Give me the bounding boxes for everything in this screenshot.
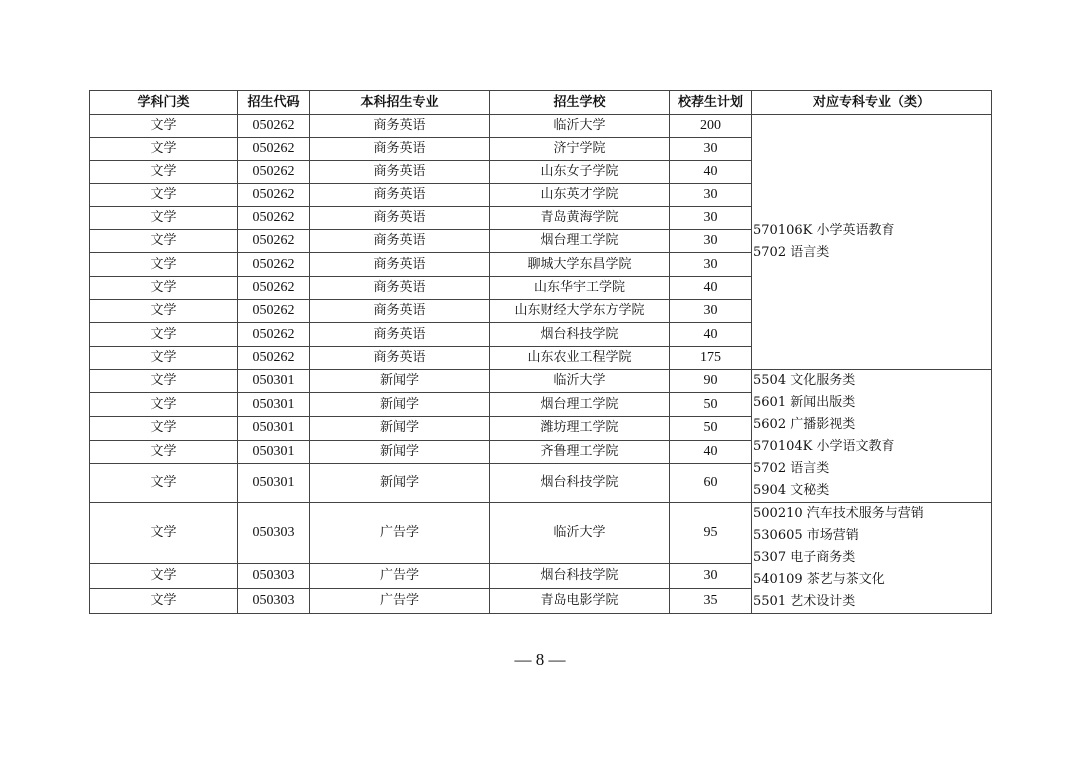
corresponding-major-item: 540109 茶艺与茶文化: [753, 572, 885, 587]
plan-cell: 30: [670, 230, 752, 253]
category-cell: 文学: [90, 138, 238, 161]
category-cell: 文学: [90, 440, 238, 463]
code-cell: 050303: [238, 588, 310, 613]
plan-cell: 50: [670, 417, 752, 440]
school-cell: 烟台科技学院: [490, 323, 670, 347]
category-cell: 文学: [90, 230, 238, 253]
corresponding-major-item: 570104K 小学语文教育: [753, 439, 895, 454]
category-cell: 文学: [90, 277, 238, 300]
plan-cell: 35: [670, 588, 752, 613]
corresponding-major-cell: [752, 115, 992, 370]
category-cell: 文学: [90, 323, 238, 347]
major-cell: 广告学: [310, 588, 490, 613]
header-corresponding-major: 对应专科专业（类）: [752, 91, 992, 115]
school-cell: 烟台科技学院: [490, 564, 670, 588]
school-cell: 山东华宇工学院: [490, 277, 670, 300]
major-cell: 新闻学: [310, 370, 490, 393]
code-cell: 050262: [238, 300, 310, 323]
corresponding-major-item: 5602 广播影视类: [753, 417, 856, 432]
code-cell: 050262: [238, 115, 310, 138]
corresponding-major-item: 530605 市场营销: [753, 528, 859, 543]
code-cell: 050262: [238, 161, 310, 184]
category-cell: 文学: [90, 161, 238, 184]
category-cell: 文学: [90, 300, 238, 323]
plan-cell: 40: [670, 161, 752, 184]
plan-cell: 60: [670, 463, 752, 502]
plan-cell: 40: [670, 277, 752, 300]
corresponding-major-item: 5504 文化服务类: [753, 373, 856, 388]
school-cell: 烟台科技学院: [490, 463, 670, 502]
plan-cell: 30: [670, 564, 752, 588]
code-cell: 050303: [238, 564, 310, 588]
category-cell: 文学: [90, 370, 238, 393]
plan-cell: 30: [670, 300, 752, 323]
code-cell: 050301: [238, 440, 310, 463]
major-cell: 商务英语: [310, 253, 490, 277]
plan-cell: 200: [670, 115, 752, 138]
plan-cell: 95: [670, 503, 752, 564]
table-header-row: [90, 91, 992, 115]
plan-cell: 30: [670, 207, 752, 230]
plan-cell: 40: [670, 323, 752, 347]
school-cell: 山东英才学院: [490, 184, 670, 207]
school-cell: 山东农业工程学院: [490, 347, 670, 370]
major-cell: 商务英语: [310, 347, 490, 370]
corresponding-major-item: 5702 语言类: [753, 245, 830, 260]
major-cell: 广告学: [310, 503, 490, 564]
category-cell: 文学: [90, 564, 238, 588]
major-cell: 新闻学: [310, 417, 490, 440]
major-cell: 商务英语: [310, 277, 490, 300]
code-cell: 050262: [238, 138, 310, 161]
school-cell: 济宁学院: [490, 138, 670, 161]
school-cell: 烟台理工学院: [490, 393, 670, 417]
major-cell: 商务英语: [310, 323, 490, 347]
code-cell: 050262: [238, 347, 310, 370]
plan-cell: 30: [670, 253, 752, 277]
school-cell: 山东女子学院: [490, 161, 670, 184]
code-cell: 050262: [238, 207, 310, 230]
major-cell: 广告学: [310, 564, 490, 588]
school-cell: 烟台理工学院: [490, 230, 670, 253]
corresponding-major-cell: [752, 370, 992, 503]
major-cell: 新闻学: [310, 463, 490, 502]
code-cell: 050301: [238, 417, 310, 440]
category-cell: 文学: [90, 463, 238, 502]
plan-cell: 50: [670, 393, 752, 417]
plan-cell: 30: [670, 138, 752, 161]
major-cell: 商务英语: [310, 115, 490, 138]
school-cell: 临沂大学: [490, 370, 670, 393]
major-cell: 新闻学: [310, 440, 490, 463]
category-cell: 文学: [90, 393, 238, 417]
category-cell: 文学: [90, 588, 238, 613]
category-cell: 文学: [90, 184, 238, 207]
school-cell: 山东财经大学东方学院: [490, 300, 670, 323]
major-cell: 商务英语: [310, 300, 490, 323]
school-cell: 青岛电影学院: [490, 588, 670, 613]
header-category: 学科门类: [90, 91, 238, 115]
code-cell: 050262: [238, 230, 310, 253]
plan-cell: 30: [670, 184, 752, 207]
school-cell: 齐鲁理工学院: [490, 440, 670, 463]
major-cell: 新闻学: [310, 393, 490, 417]
code-cell: 050303: [238, 503, 310, 564]
code-cell: 050301: [238, 393, 310, 417]
corresponding-major-item: 570106K 小学英语教育: [753, 223, 895, 238]
category-cell: 文学: [90, 253, 238, 277]
major-cell: 商务英语: [310, 184, 490, 207]
code-cell: 050301: [238, 370, 310, 393]
code-cell: 050301: [238, 463, 310, 502]
category-cell: 文学: [90, 115, 238, 138]
major-cell: 商务英语: [310, 161, 490, 184]
code-cell: 050262: [238, 184, 310, 207]
corresponding-major-item: 5601 新闻出版类: [753, 395, 856, 410]
header-code: 招生代码: [238, 91, 310, 115]
corresponding-major-item: 5702 语言类: [753, 461, 830, 476]
table-row: [90, 370, 992, 393]
header-major: 本科招生专业: [310, 91, 490, 115]
page-number: — 8 —: [514, 650, 566, 669]
code-cell: 050262: [238, 277, 310, 300]
category-cell: 文学: [90, 347, 238, 370]
category-cell: 文学: [90, 207, 238, 230]
category-cell: 文学: [90, 503, 238, 564]
major-cell: 商务英语: [310, 138, 490, 161]
school-cell: 临沂大学: [490, 503, 670, 564]
table-body: [90, 115, 992, 614]
table-row: [90, 115, 992, 138]
corresponding-major-item: 5904 文秘类: [753, 483, 830, 498]
corresponding-major-item: 500210 汽车技术服务与营销: [753, 506, 924, 521]
major-cell: 商务英语: [310, 207, 490, 230]
plan-cell: 90: [670, 370, 752, 393]
code-cell: 050262: [238, 323, 310, 347]
school-cell: 聊城大学东昌学院: [490, 253, 670, 277]
corresponding-major-item: 5501 艺术设计类: [753, 594, 856, 609]
header-school: 招生学校: [490, 91, 670, 115]
enrollment-table: [89, 90, 992, 614]
plan-cell: 40: [670, 440, 752, 463]
table-row: [90, 503, 992, 564]
major-cell: 商务英语: [310, 230, 490, 253]
school-cell: 临沂大学: [490, 115, 670, 138]
corresponding-major-item: 5307 电子商务类: [753, 550, 856, 565]
corresponding-major-cell: [752, 503, 992, 614]
school-cell: 潍坊理工学院: [490, 417, 670, 440]
plan-cell: 175: [670, 347, 752, 370]
category-cell: 文学: [90, 417, 238, 440]
header-plan: 校荐生计划: [670, 91, 752, 115]
school-cell: 青岛黄海学院: [490, 207, 670, 230]
code-cell: 050262: [238, 253, 310, 277]
